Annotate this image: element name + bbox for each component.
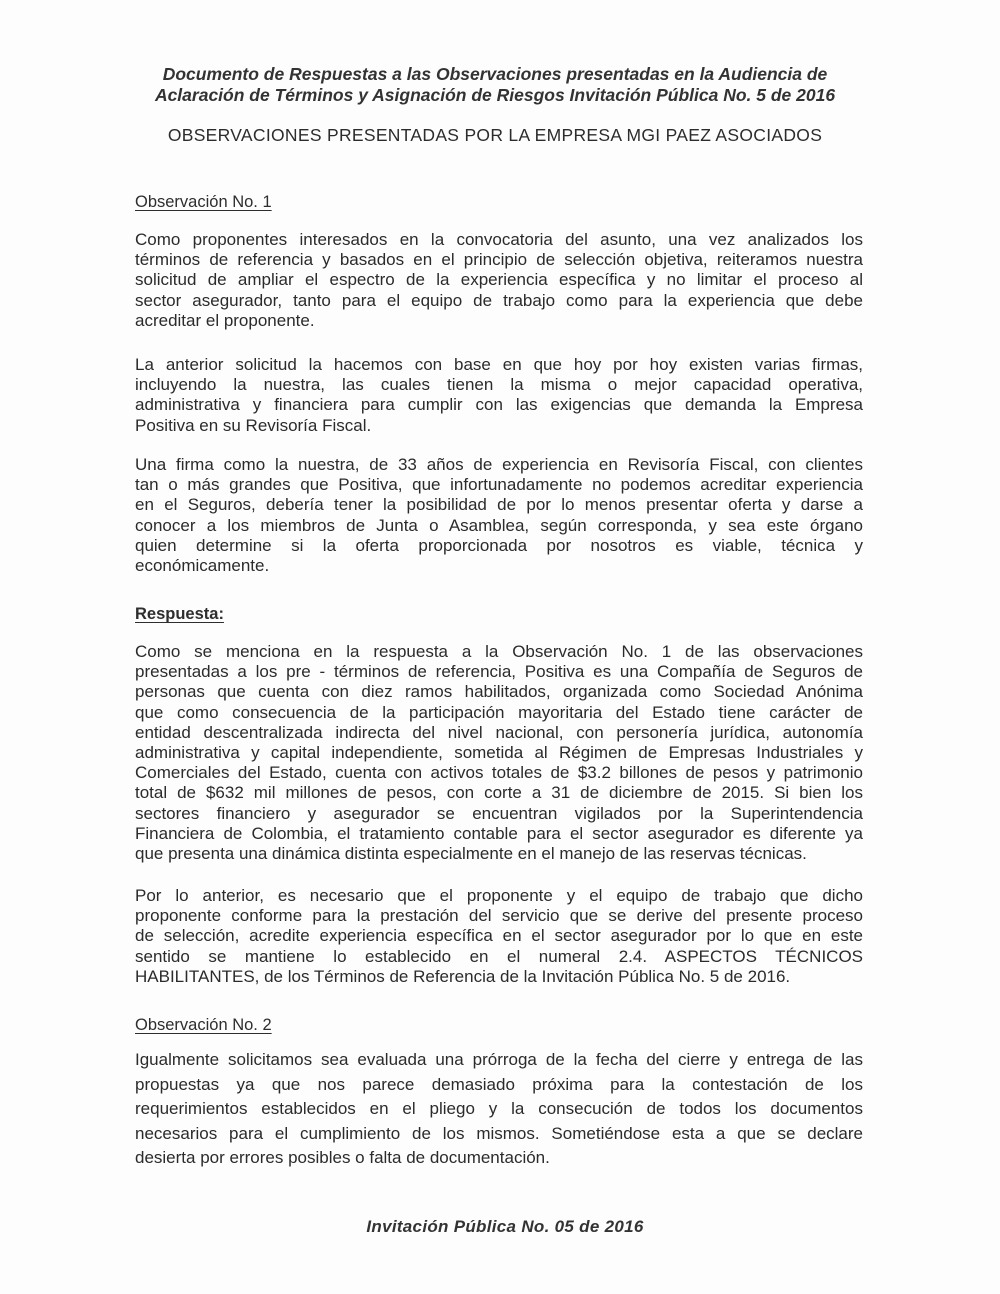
text-line: solicitud de ampliar el espectro de la experiencia específica y no limitar el proceso al (135, 270, 863, 290)
text-line: sector asegurador, tanto para el equipo de trabajo como para la experiencia que debe (135, 290, 863, 310)
text-line: que como consecuencia de la participación mayoritaria del Estado tiene carácter de (135, 702, 863, 722)
text-line: Igualmente solicitamos sea evaluada una prórroga de la fecha del cierre y entrega de las (135, 1050, 863, 1069)
text-line: entidad descentralizada indirecta del nivel nacional, con personería jurídica, autonomía (135, 722, 863, 742)
text-line: Positiva en su Revisoría Fiscal. (135, 415, 372, 435)
observacion-1-paragraph-2 (135, 355, 863, 436)
text-line: acreditar el proponente. (135, 310, 315, 330)
text-line: desierta por errores posibles o falta de documentación. (135, 1148, 550, 1167)
text-line: conocer a los miembros de Junta o Asamblea, según corresponda, y sea este órgano (135, 515, 863, 535)
text-line: administrativa y financiera para cumplir con las exigencias que demanda la Empresa (135, 395, 863, 415)
text-line: Comerciales del Estado, cuenta con activos totales de $3.2 billones de pesos y patrimonio (135, 763, 863, 783)
text-line: total de $632 mil millones de pesos, con corte a 31 de diciembre de 2015. Si bien los (135, 783, 863, 803)
text-line: Una firma como la nuestra, de 33 años de experiencia en Revisoría Fiscal, con clientes (135, 455, 863, 474)
observacion-2-title: Observación No. 2 (135, 1016, 272, 1034)
respuesta-title: Respuesta: (135, 605, 224, 623)
text-line: requerimientos establecidos en el pliego y la consecución de todos los documentos (135, 1099, 863, 1118)
text-line: HABILITANTES, de los Términos de Referencia de la Invitación Pública No. 5 de 2016. (135, 966, 791, 986)
text-line: proponente conforme para la prestación del servicio que se derive del presente proceso (135, 906, 863, 926)
respuesta-paragraph-1 (135, 642, 863, 864)
text-line: necesarios para el cumplimiento de los mismos. Sometiéndose esta a que se declare (135, 1123, 863, 1143)
text-line: sectores financiero y asegurador se encuentran vigilados por la Superintendencia (135, 803, 863, 823)
text-line: en el Seguros, debería tener la posibilidad de por lo menos presentar oferta y darse a (135, 495, 863, 515)
observacion-1-paragraph-1 (135, 230, 863, 331)
document-title-line: Documento de Respuestas a las Observaciones presentadas en la Audiencia de (162, 64, 828, 84)
page-footer: Invitación Pública No. 05 de 2016 (366, 1217, 644, 1236)
observacion-1-title: Observación No. 1 (135, 193, 272, 211)
text-line: propuestas ya que nos parece demasiado próxima para la contestación de los (135, 1074, 863, 1094)
text-line: económicamente. (135, 555, 270, 575)
text-line: quien determine si la oferta proporcionada por nosotros es viable, técnica y (135, 535, 863, 555)
text-line: Como se menciona en la respuesta a la Observación No. 1 de las observaciones (135, 642, 863, 661)
text-line: Como proponentes interesados en la convocatoria del asunto, una vez analizados los (135, 230, 863, 249)
document-title (130, 64, 860, 106)
text-line: La anterior solicitud la hacemos con base en que hoy por hoy existen varias firmas, (135, 355, 863, 374)
text-line: de selección, acredite experiencia específica en el sector asegurador por lo que en este (135, 926, 863, 946)
text-line: personas que cuenta con diez ramos habilitados, organizada como Sociedad Anónima (135, 682, 863, 702)
text-line: administrativa y capital independiente, sometida al Régimen de Empresas Industriales y (135, 742, 863, 762)
company-heading: OBSERVACIONES PRESENTADAS POR LA EMPRESA MGI PAEZ ASOCIADOS (167, 125, 823, 145)
text-line: sentido se mantiene lo establecido en el numeral 2.4. ASPECTOS TÉCNICOS (135, 946, 863, 966)
text-line: términos de referencia y basados en el principio de selección objetiva, reiteramos nuestra (135, 250, 863, 270)
text-line: Por lo anterior, es necesario que el proponente y el equipo de trabajo que dicho (135, 886, 863, 905)
text-line: que presenta una dinámica distinta especialmente en el manejo de las reservas técnicas. (135, 843, 807, 863)
text-line: Financiera de Colombia, el tratamiento contable para el sector asegurador es diferente ya (135, 823, 863, 843)
text-line: tan o más grandes que Positiva, que infortunadamente no podemos acreditar experiencia (135, 475, 863, 495)
text-line: presentadas a los pre - términos de referencia, Positiva es una Compañía de Seguros de (135, 662, 863, 682)
observacion-2-paragraph-1 (135, 1050, 863, 1173)
observacion-1-paragraph-3 (135, 455, 863, 576)
respuesta-paragraph-2 (135, 886, 863, 987)
document-title-line: Aclaración de Términos y Asignación de Riesgos Invitación Pública No. 5 de 2016 (154, 85, 836, 105)
text-line: incluyendo la nuestra, las cuales tienen la misma o mejor capacidad operativa, (135, 375, 863, 395)
